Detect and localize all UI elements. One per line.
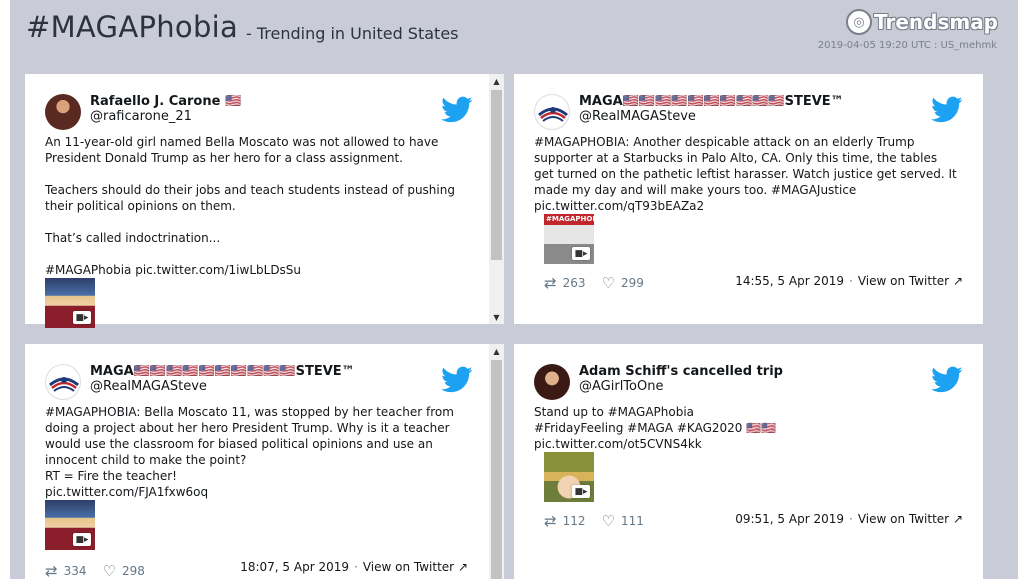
video-camera-icon: ■▸ — [572, 485, 590, 498]
tweet-author-name[interactable]: Adam Schiff's cancelled trip — [579, 364, 783, 379]
tweet-text: An 11-year-old girl named Bella Moscato was not allowed to have President Donald Trump as her hero for a class assignment. Teachers should do their jobs and teach students instead of pushing their political opinions on them. That’s called indoctrination... #MAGAPhobia pic.twitter.com/1iwLbLDsSu — [45, 135, 455, 277]
tweet-media-thumbnail[interactable] — [45, 278, 95, 328]
tweet-text: Stand up to #MAGAPhobia #FridayFeeling #MAGA #KAG2020 🇺🇸🇺🇸 pic.twitter.com/ot5CVNS4kk — [534, 405, 777, 451]
eagle-flag-icon — [46, 365, 82, 401]
avatar[interactable] — [45, 364, 81, 400]
avatar[interactable] — [534, 364, 570, 400]
tweet-media-thumbnail[interactable] — [544, 214, 606, 264]
tweet-scrollbar[interactable] — [489, 74, 504, 324]
tweet-card — [25, 74, 493, 324]
tweet-media-thumbnail[interactable] — [544, 452, 594, 502]
retweet-icon[interactable]: ⇄ — [544, 274, 557, 292]
scroll-up-arrow-icon[interactable]: ▲ — [489, 74, 504, 88]
tweet-card — [514, 344, 983, 579]
tweet-author-name[interactable]: MAGA🇺🇸🇺🇸🇺🇸🇺🇸🇺🇸🇺🇸🇺🇸🇺🇸🇺🇸🇺🇸STEVE™ — [579, 94, 844, 109]
view-on-twitter-link[interactable]: View on Twitter — [857, 274, 950, 288]
external-link-icon: ↗ — [952, 512, 963, 526]
tweet-card — [25, 344, 493, 579]
trend-subtitle: - Trending in United States — [246, 24, 459, 43]
tweet-card — [514, 74, 983, 324]
retweet-count: 334 — [63, 564, 87, 578]
heart-icon[interactable]: ♡ — [102, 562, 116, 580]
video-camera-icon: ■▸ — [572, 247, 590, 260]
tweet-media-thumbnail[interactable] — [45, 500, 95, 550]
twitter-bird-icon[interactable] — [441, 96, 473, 124]
tweet-stats — [544, 512, 660, 530]
external-link-icon: ↗ — [457, 560, 468, 574]
scrollbar-thumb[interactable] — [491, 90, 502, 260]
like-count: 298 — [121, 564, 145, 578]
retweet-count: 263 — [562, 276, 586, 290]
scroll-down-arrow-icon[interactable]: ▼ — [489, 310, 504, 324]
tweet-time: 09:51, 5 Apr 2019 — [735, 512, 844, 526]
trend-hashtag[interactable]: #MAGAPhobia — [26, 10, 239, 44]
heart-icon[interactable]: ♡ — [601, 274, 615, 292]
video-camera-icon: ■▸ — [73, 533, 91, 546]
trendsmap-logo-icon: ◎ — [846, 9, 872, 35]
tweet-meta: 18:07, 5 Apr 2019 · View on Twitter ↗ — [240, 560, 468, 574]
tweet-author-handle[interactable]: @raficarone_21 — [90, 109, 192, 124]
like-count: 299 — [620, 276, 644, 290]
tweet-meta: 14:55, 5 Apr 2019 · View on Twitter ↗ — [735, 274, 963, 288]
scrollbar-thumb[interactable] — [491, 360, 502, 579]
twitter-bird-icon[interactable] — [931, 96, 963, 124]
tweet-author-name[interactable]: MAGA🇺🇸🇺🇸🇺🇸🇺🇸🇺🇸🇺🇸🇺🇸🇺🇸🇺🇸🇺🇸STEVE™ — [90, 364, 355, 379]
trendsmap-logo-text: Trendsmap — [874, 10, 998, 34]
tweet-author-handle[interactable]: @RealMAGASteve — [579, 109, 696, 124]
tweet-author-name[interactable]: Rafaello J. Carone 🇺🇸 — [90, 94, 242, 109]
scroll-up-arrow-icon[interactable]: ▲ — [489, 344, 504, 358]
avatar[interactable] — [45, 94, 81, 130]
external-link-icon: ↗ — [952, 274, 963, 288]
tweet-meta: 09:51, 5 Apr 2019 · View on Twitter ↗ — [735, 512, 963, 526]
tweet-stats — [544, 274, 660, 292]
view-on-twitter-link[interactable]: View on Twitter — [857, 512, 950, 526]
heart-icon[interactable]: ♡ — [601, 512, 615, 530]
trendsmap-logo[interactable] — [846, 7, 998, 37]
eagle-flag-icon — [535, 95, 571, 131]
tweet-text: #MAGAPHOBIA: Bella Moscato 11, was stopped by her teacher from doing a project about her hero President Trump. Why is it a teacher would use the classroom for biased political opinions and use an innocent child to make the point? RT = Fire the teacher! pic.twitter.com/FJA1fxw6oq — [45, 405, 454, 499]
twitter-bird-icon[interactable] — [441, 366, 473, 394]
retweet-icon[interactable]: ⇄ — [45, 562, 58, 580]
like-count: 111 — [620, 514, 644, 528]
retweet-icon[interactable]: ⇄ — [544, 512, 557, 530]
retweet-count: 112 — [562, 514, 586, 528]
tweet-time: 18:07, 5 Apr 2019 — [240, 560, 349, 574]
tweet-author-handle[interactable]: @AGirlToOne — [579, 379, 664, 394]
tweet-author-handle[interactable]: @RealMAGASteve — [90, 379, 207, 394]
timestamp-stamp: 2019-04-05 19:20 UTC : US_mehmk — [817, 40, 997, 51]
avatar[interactable] — [534, 94, 570, 130]
tweet-scrollbar[interactable] — [489, 344, 504, 579]
view-on-twitter-link[interactable]: View on Twitter — [362, 560, 455, 574]
twitter-bird-icon[interactable] — [931, 366, 963, 394]
tweet-time: 14:55, 5 Apr 2019 — [735, 274, 844, 288]
tweet-text: #MAGAPHOBIA: Another despicable attack on an elderly Trump supporter at a Starbucks in Palo Alto, CA. Only this time, the tables get turned on the pathetic leftist harasser. Watch justice get served. It made my day and will make yours too. #MAGAJustice pic.twitter.com/qT93bEAZa2 — [534, 135, 957, 213]
video-camera-icon: ■▸ — [73, 311, 91, 324]
thumbnail-label: #MAGAPHOBIA — [546, 215, 606, 223]
tweet-stats — [45, 562, 161, 580]
